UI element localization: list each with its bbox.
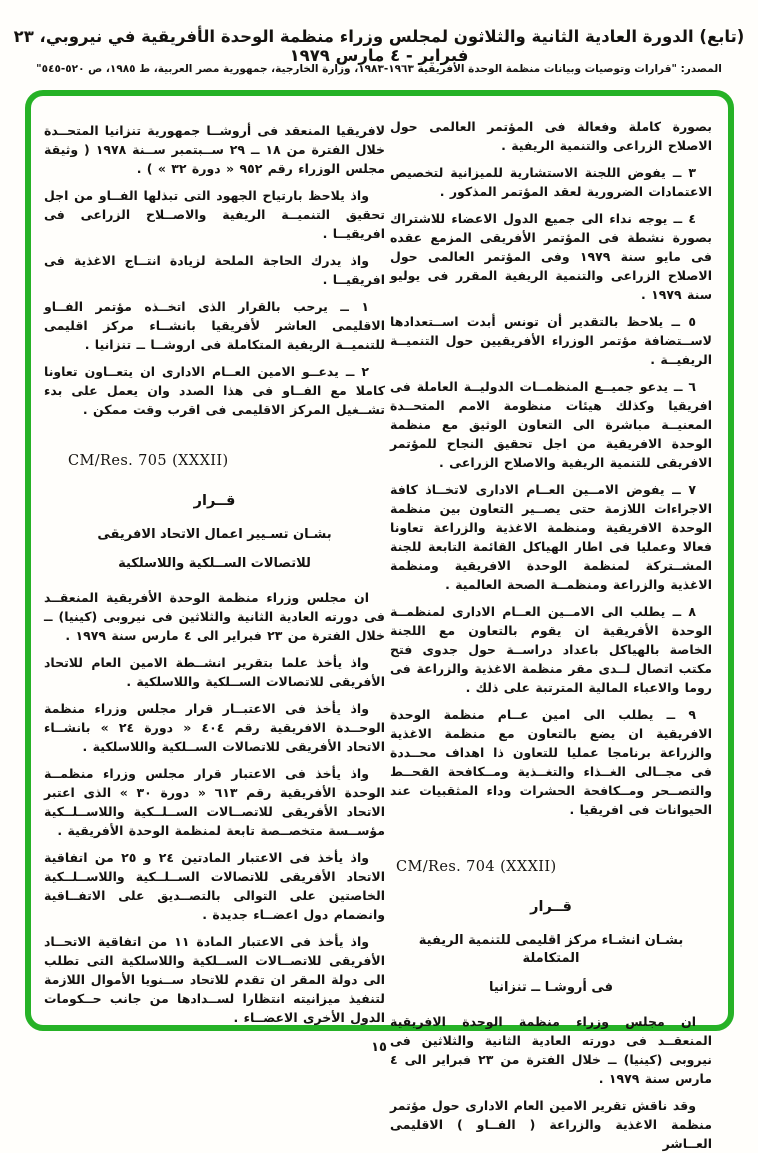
paragraph: واذ يدرك الحاجة الملحة لزيادة انتــاج الاغذية فى افريقيــا .: [44, 253, 385, 287]
decree-heading: قــرار: [193, 493, 236, 509]
paragraph-item-8: ٨ ــ يطلب الى الامــين العــام الادارى لمنظمــة الوحدة الأفريقية ان يقوم بالتعاون مع اللجنة الخاصة بالهياكل باعداد دراســة حول جدوى فتح مكتب اتصال لــدى مقر منظمة الاغذية والزراعة فى روما والاعباء المالية المترتبة على ذلك .: [390, 604, 712, 695]
paragraph: بصورة كاملة وفعالة فى المؤتمر العالمى حول الاصلاح الزراعى والتنمية الريفية .: [390, 119, 712, 153]
paragraph-item-9: ٩ ــ يطلب الى امين عــام منظمة الوحدة الافريقية ان يضع بالتعاون مع منظمة الاغذية والزراعة برنامجا عمليا للتعاون ذا اهداف محــددة فى مجــالى الغــذاء والتغــذية ومــكافحة القحــط والتصــحر ومــكافحة الحشرات وداء المثقبيات عند الحيوانات فى افريقيا .: [390, 707, 712, 817]
resolution-title-line1: بشـان انشـاء مركز اقليمى للتنمية الريفية المتكاملة: [418, 933, 684, 966]
paragraph: وقد ناقش تقرير الامين العام الادارى حول مؤتمر منظمة الاغذية والزراعة ( الفــاو ) الاقليمى العــاشر: [390, 1098, 712, 1151]
resolution-title-line2: للاتصالات الســلكية واللاسلكية: [118, 556, 311, 571]
paragraph-item-1: ١ ــ يرحب بالقرار الذى اتخــذه مؤتمر الفــاو الاقليمى العاشر لأفريقيا بانشــاء مركز اقليمى للتنميــة الريفية المتكاملة فى اروشــا ــ تنزانيا .: [44, 299, 385, 352]
paragraph: لافريقيا المنعقد فى أروشــا جمهورية تنزانيا المتحــدة خلال الفترة من ١٨ ــ ٢٩ ســبتمبر ســنة ١٩٧٨ ( وثيقة مجلس الوزراء رقم ٩٥٢ « دورة ٣٢ » ) .: [44, 123, 385, 176]
paragraph: ان مجلس وزراء منظمة الوحدة الأفريقية المنعقــد فى دورته العادية الثانية والثلاثين فى نيروبى (كينيا) ــ خلال الفترة من ٢٣ فبراير الى ٤ مارس سنة ١٩٧٩ .: [44, 590, 385, 643]
header-source-citation: المصدر: "قرارات وتوصيات وبيانات منظمة الوحدة الأفريقية ١٩٦٣-١٩٨٣، وزارة الخارجية، جمهورية مصر العربية، ط ١٩٨٥، ص ٥٢٠-٥٤٥": [36, 63, 722, 75]
header-session-title: (تابع) الدورة العادية الثانية والثلاثون لمجلس وزراء منظمة الوحدة الأفريقية في نيروبي، ٢٣ فبراير - ٤ مارس ١٩٧٩: [13, 27, 745, 65]
paragraph: واذ يأخذ علما بتقرير انشــطة الامين العام للاتحاد الأفريقى للاتصالات الســلكية واللاسلكية .: [44, 655, 385, 689]
paragraph-item-5: ٥ ــ يلاحظ بالتقدير أن تونس أبدت اســتعدادها لاســتضافة مؤتمر الوزراء الأفريقيين حول التنميــة الريفيــة .: [390, 314, 712, 367]
resolution-number-704: CM/Res. 704 (XXXII): [396, 859, 557, 875]
paragraph: واذ يأخذ فى الاعتبــار قرار مجلس وزراء منظمة الوحــدة الافريقية رقم ٤٠٤ « دورة ٢٤ » بانشــاء الاتحاد الأفريقى للاتصالات الســلكية واللاسلكية .: [44, 701, 385, 754]
resolution-title-line1: بشـان تسـيير اعمال الاتحاد الافريقى: [97, 527, 332, 542]
paragraph-item-4: ٤ ــ يوجه نداء الى جميع الدول الاعضاء للاشتراك بصورة نشطة فى المؤتمر الأفريقى المزمع عقده فى مايو سنة ١٩٧٩ وفى المؤتمر العالمى حول الاصلاح الزراعى والتنمية الريفية المقرر فى يوليو سنة ١٩٧٩ .: [390, 211, 712, 302]
paragraph: واذ يأخذ فى الاعتبار قرار مجلس وزراء منظمــة الوحدة الأفريقية رقم ٦١٣ « دورة ٣٠ » الذى اعتبر الاتحاد الأفريقى للاتصــالات الســلــكية واللاســلــكية مؤســسة متخصــصة تابعة لمنظمة الوحدة الأفريقية .: [44, 766, 385, 838]
paragraph: واذ يلاحظ بارتياح الجهود التى تبذلها الفــاو من اجل تحقيق التنميــة الريفية والاصــلاح الزراعى فى افريقيــا .: [44, 188, 385, 241]
decree-heading: قــرار: [530, 899, 572, 915]
paragraph-item-3: ٣ ــ يفوض اللجنة الاستشارية للميزانية لتخصيص الاعتمادات الضرورية لعقد المؤتمر المذكور .: [390, 165, 712, 199]
column-left: [44, 121, 385, 1027]
resolution-title-line2: فى أروشـا ــ تنزانيا: [488, 980, 614, 995]
column-right: [390, 117, 712, 1153]
paragraph: ان مجلس وزراء منظمة الوحدة الافريقية المنعقــد فى دورته العادية الثانية والثلاثين فى نيروبى (كينيا) ــ خلال الفترة من ٢٣ فبراير الى ٤ مارس سنة ١٩٧٩ .: [390, 1014, 712, 1086]
paragraph: واذ يأخذ فى الاعتبار المادتين ٢٤ و ٢٥ من اتفاقية الاتحاد الأفريقى للاتصالات الســلــكية واللاســلــكية الخاصتين على التوالى بالتصــديق على الاتفــاقية وانضمام دول اعضــاء جديدة .: [44, 850, 385, 922]
paragraph-item-2: ٢ ــ يدعــو الامين العــام الادارى ان يتعــاون تعاونا كاملا مع الفــاو فى هذا الصدد وان يعمل على بدء تشــغيل المركز الاقليمى فى اقرب وقت ممكن .: [44, 364, 385, 417]
resolution-number-705: CM/Res. 705 (XXXII): [68, 453, 229, 469]
paragraph: واذ يأخذ فى الاعتبار المادة ١١ من اتفاقية الاتحــاد الأفريقى للاتصــالات الســلكية واللاسلكية التى تطلب الى دولة المقر ان تقدم للاتحاد ســنويا الأموال اللازمة لتنفيذ ميزانيته انتظارا لســدادها من جانب حــكومات الدول الأخرى الاعضــاء .: [44, 934, 385, 1025]
paragraph-item-7: ٧ ــ يفوض الامــين العــام الادارى لاتخــاذ كافة الاجراءات اللازمة حتى يصــير التعاون بين منظمة الوحدة الافريقية ومنظمة الاغذية والزراعة تعاونا فعالا وعمليا فى اطار الهياكل القائمة التابعة للجنة المشــتركة لمنظمة الوحدة الافريقية ومنظمة الاغذية والزراعة ومنظمــة الصحة العالمية .: [390, 482, 712, 592]
page-number: ١٥: [371, 1040, 387, 1055]
paragraph-item-6: ٦ ــ يدعو جميــع المنظمــات الدوليــة العاملة فى افريقيا وكذلك هيئات منظومة الامم المتحــدة المعنيــة مباشرة الى التعاون الوثيق مع منظمة الوحدة الافريقية من اجل تحقيق النجاح للمؤتمر الافريقى للتنمية الريفية والاصلاح الزراعى .: [390, 379, 712, 470]
